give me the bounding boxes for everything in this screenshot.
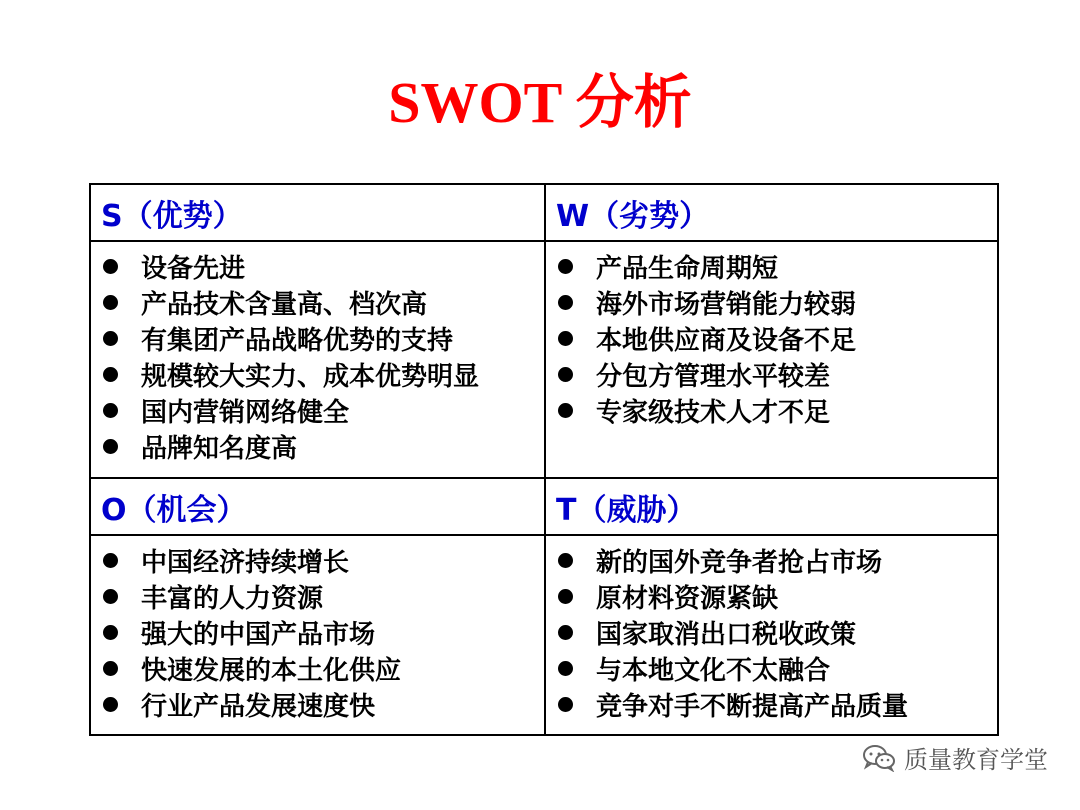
bullet-icon [558,589,573,604]
list-item-text: 中国经济持续增长 [141,547,350,578]
list-item [558,614,997,650]
opportunities-heading: O（机会） [91,479,546,536]
list-item-text: 丰富的人力资源 [141,583,324,614]
list-item-text: 本地供应商及设备不足 [596,325,857,356]
bullet-icon [558,697,573,712]
wechat-icon [862,744,896,772]
list-item [103,356,544,392]
list-item-text: 专家级技术人才不足 [596,397,831,428]
weaknesses-cell [546,242,997,479]
list-item-text: 国家取消出口税收政策 [596,619,857,650]
list-item-text: 竞争对手不断提高产品质量 [596,691,909,722]
list-item [103,392,544,428]
bullet-icon [558,625,573,640]
list-item [103,614,544,650]
bullet-icon [103,439,118,454]
list-item [558,542,997,578]
weaknesses-list [558,248,997,428]
list-item [558,248,997,284]
bullet-icon [558,295,573,310]
list-item [103,320,544,356]
strengths-cell [91,242,546,479]
opportunities-list [103,542,544,722]
threats-cell [546,536,997,734]
list-item-text: 设备先进 [141,253,246,284]
bullet-icon [558,661,573,676]
list-item [558,392,997,428]
strengths-list [103,248,544,464]
bullet-icon [103,553,118,568]
list-item-text: 原材料资源紧缺 [596,583,779,614]
opportunities-cell [91,536,546,734]
bullet-icon [103,259,118,274]
bullet-icon [558,403,573,418]
list-item-text: 新的国外竞争者抢占市场 [596,547,883,578]
list-item-text: 产品技术含量高、档次高 [141,289,428,320]
list-item [103,542,544,578]
list-item-text: 强大的中国产品市场 [141,619,376,650]
list-item [103,428,544,464]
list-item-text: 与本地文化不太融合 [596,655,831,686]
list-item [558,578,997,614]
list-item [558,356,997,392]
list-item [558,686,997,722]
list-item-text: 海外市场营销能力较弱 [596,289,857,320]
watermark [862,740,1048,775]
weaknesses-heading: W（劣势） [546,185,997,242]
list-item [103,248,544,284]
bullet-icon [103,331,118,346]
watermark-text: 质量教育学堂 [904,746,1048,774]
bullet-icon [103,367,118,382]
bullet-icon [558,259,573,274]
list-item [103,686,544,722]
list-item-text: 产品生命周期短 [596,253,779,284]
list-item [558,284,997,320]
bullet-icon [558,367,573,382]
list-item-text: 分包方管理水平较差 [596,361,831,392]
bullet-icon [558,331,573,346]
bullet-icon [103,589,118,604]
threats-list [558,542,997,722]
list-item-text: 品牌知名度高 [141,433,298,464]
bullet-icon [103,661,118,676]
list-item [103,284,544,320]
bullet-icon [103,403,118,418]
list-item [103,650,544,686]
strengths-heading: S（优势） [91,185,546,242]
list-item-text: 有集团产品战略优势的支持 [141,325,454,356]
swot-table [89,183,999,736]
threats-heading: T（威胁） [546,479,997,536]
bullet-icon [558,553,573,568]
page-title: SWOT 分析 [388,70,692,135]
list-item-text: 快速发展的本土化供应 [141,655,402,686]
bullet-icon [103,625,118,640]
list-item-text: 规模较大实力、成本优势明显 [141,361,480,392]
list-item [558,650,997,686]
list-item [558,320,997,356]
list-item-text: 国内营销网络健全 [141,397,350,428]
list-item [103,578,544,614]
list-item-text: 行业产品发展速度快 [141,691,376,722]
bullet-icon [103,697,118,712]
bullet-icon [103,295,118,310]
